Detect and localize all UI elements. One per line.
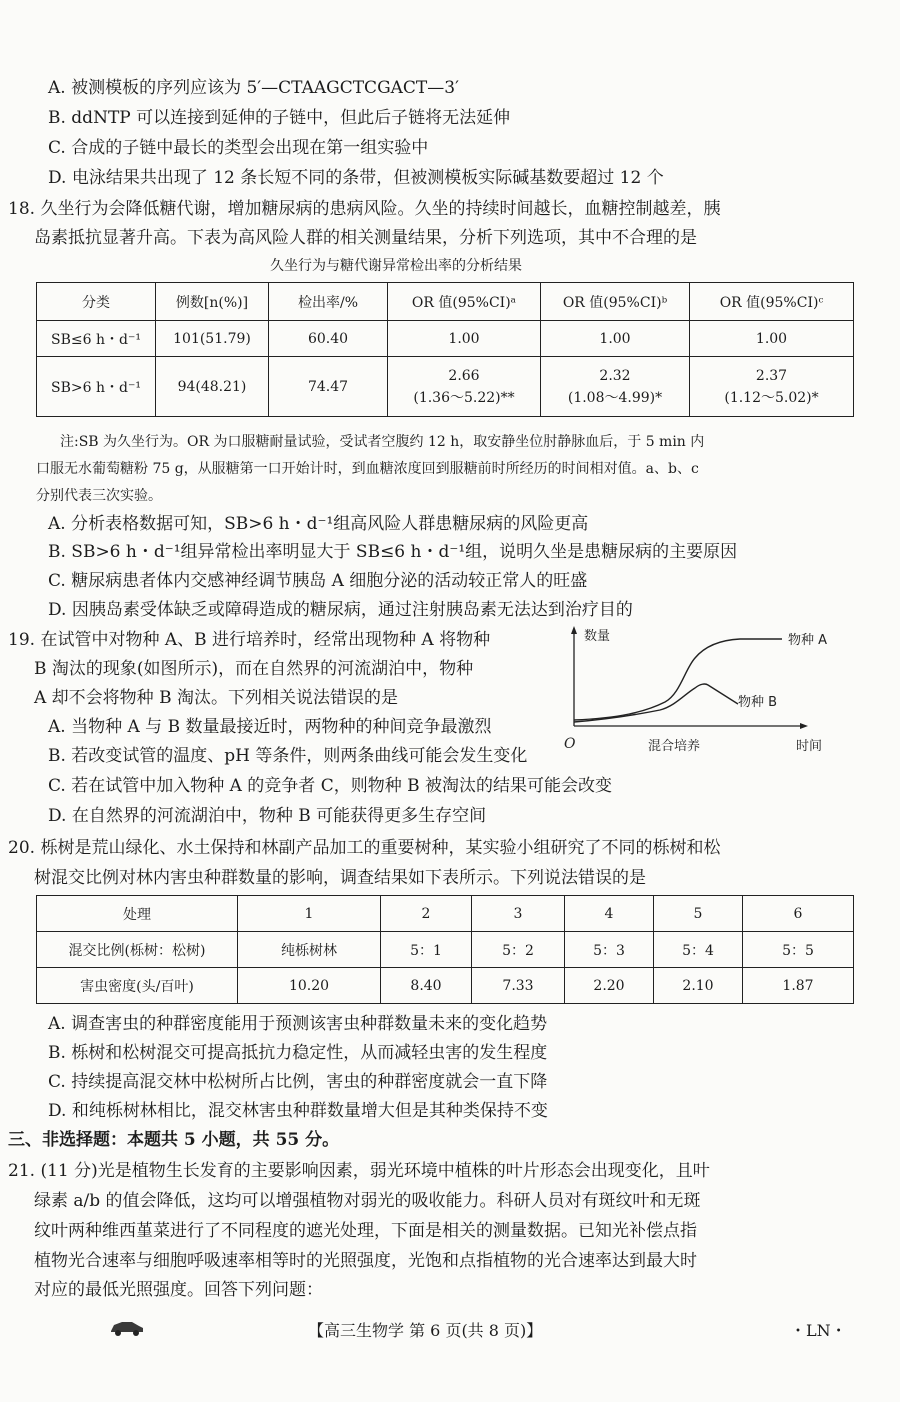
q18-option-a: A. 分析表格数据可知，SB>6 h・d⁻¹组高风险人群患糖尿病的风险更高 — [48, 514, 589, 534]
species-b-label: 物种 B — [738, 695, 778, 710]
table-cell: 1.00 — [541, 321, 690, 357]
table-cell: 94(48.21) — [156, 357, 269, 417]
table-cell: 7.33 — [472, 968, 565, 1004]
q20-table-header-row — [37, 896, 854, 932]
table-cell: 10.20 — [238, 968, 381, 1004]
q21-line-5: 对应的最低光照强度。回答下列问题： — [34, 1280, 323, 1300]
q18-note-line-1: 注:SB 为久坐行为。OR 为口服糖耐量试验，受试者空腹约 12 h，取安静坐位肘静脉血后，于 5 min 内 — [60, 434, 705, 450]
table-header-cell: 5 — [654, 896, 743, 932]
table-header-cell: 3 — [472, 896, 565, 932]
q17-option-b: B. ddNTP 可以连接到延伸的子链中，但此后子链将无法延伸 — [48, 108, 511, 128]
table-cell — [690, 357, 854, 417]
q19-stem-line-2: B 淘汰的现象(如图所示)，而在自然界的河流湖泊中，物种 — [34, 659, 474, 679]
q17-option-d: D. 电泳结果共出现了 12 条长短不同的条带，但被测模板实际碱基数要超过 12 个 — [48, 168, 664, 188]
table-header-cell: OR 值(95%CI)ᵃ — [388, 283, 541, 321]
x-axis-label: 时间 — [796, 739, 823, 754]
table-cell: 纯栎树林 — [238, 932, 381, 968]
q19-stem-line-1: 19. 在试管中对物种 A、B 进行培养时，经常出现物种 A 将物种 — [8, 630, 491, 650]
table-cell: SB≤6 h・d⁻¹ — [37, 321, 156, 357]
table-row — [37, 968, 854, 1004]
table-header-cell: OR 值(95%CI)ᶜ — [690, 283, 854, 321]
y-axis-arrow — [571, 626, 577, 634]
q20-table — [36, 895, 854, 1004]
y-axis-label: 数量 — [584, 629, 611, 644]
or-ci: (1.12～5.02)* — [724, 389, 819, 406]
or-value: 2.37 — [755, 367, 788, 384]
table-cell: 1.00 — [690, 321, 854, 357]
q21-line-2: 绿素 a/b 的值会降低，这均可以增强植物对弱光的吸收能力。科研人员对有斑纹叶和无斑 — [34, 1191, 701, 1211]
q18-note-line-3: 分别代表三次实验。 — [36, 488, 162, 504]
table-header-cell: 2 — [381, 896, 472, 932]
table-cell: 74.47 — [269, 357, 388, 417]
table-cell: 5：1 — [381, 932, 472, 968]
q18-option-d: D. 因胰岛素受体缺乏或障碍造成的糖尿病，通过注射胰岛素无法达到治疗目的 — [48, 600, 633, 620]
table-row — [37, 321, 854, 357]
table-header-cell: 例数[n(%)] — [156, 283, 269, 321]
q20-option-b: B. 栎树和松树混交可提高抵抗力稳定性，从而减轻虫害的发生程度 — [48, 1043, 548, 1063]
table-header-cell: 4 — [565, 896, 654, 932]
q19-option-d: D. 在自然界的河流湖泊中，物种 B 可能获得更多生存空间 — [48, 806, 487, 826]
q19-option-c: C. 若在试管中加入物种 A 的竞争者 C，则物种 B 被淘汰的结果可能会改变 — [48, 776, 613, 796]
species-b-curve — [574, 684, 738, 722]
q20-option-a: A. 调查害虫的种群密度能用于预测该害虫种群数量未来的变化趋势 — [48, 1014, 548, 1034]
table-cell: 1.00 — [388, 321, 541, 357]
table-cell: 8.40 — [381, 968, 472, 1004]
q19-population-graph — [560, 624, 860, 759]
table-cell: 害虫密度(头/百叶) — [37, 968, 238, 1004]
or-ci: (1.36～5.22)** — [413, 389, 515, 406]
table-cell — [541, 357, 690, 417]
table-header-cell: 检出率/% — [269, 283, 388, 321]
table-row — [37, 357, 854, 417]
species-a-label: 物种 A — [788, 633, 828, 648]
q18-stem-line-1: 18. 久坐行为会降低糖代谢，增加糖尿病的患病风险。久坐的持续时间越长，血糖控制越差，胰 — [8, 199, 721, 219]
table-cell: 5：4 — [654, 932, 743, 968]
or-value: 2.66 — [448, 367, 480, 384]
q20-option-d: D. 和纯栎树林相比，混交林害虫种群数量增大但是其种类保持不变 — [48, 1101, 548, 1121]
q17-option-c: C. 合成的子链中最长的类型会出现在第一组实验中 — [48, 138, 429, 158]
table-cell: 2.10 — [654, 968, 743, 1004]
table-cell — [388, 357, 541, 417]
table-cell: 2.20 — [565, 968, 654, 1004]
q18-table-header-row — [37, 283, 854, 321]
origin-label: O — [564, 736, 576, 752]
table-cell: 1.87 — [743, 968, 854, 1004]
q17-option-a: A. 被测模板的序列应该为 5′—CTAAGCTCGACT—3′ — [48, 78, 459, 98]
table-header-cell: OR 值(95%CI)ᵇ — [541, 283, 690, 321]
table-header-cell: 1 — [238, 896, 381, 932]
q19-option-a: A. 当物种 A 与 B 数量最接近时，两物种的种间竞争最激烈 — [48, 717, 492, 737]
q18-note-line-2: 口服无水葡萄糖粉 75 g，从服糖第一口开始计时，到血糖浓度回到服糖前时所经历的时间相对值。a、b、c — [36, 461, 699, 477]
q20-option-c: C. 持续提高混交林中松树所占比例，害虫的种群密度就会一直下降 — [48, 1072, 548, 1092]
or-ci: (1.08～4.99)* — [567, 389, 663, 406]
q19-option-b: B. 若改变试管的温度、pH 等条件，则两条曲线可能会发生变化 — [48, 746, 528, 766]
page-footer: 【高三生物学 第 6 页(共 8 页)】 — [308, 1321, 543, 1340]
q18-option-c: C. 糖尿病患者体内交感神经调节胰岛 A 细胞分泌的活动较正常人的旺盛 — [48, 571, 588, 591]
or-value: 2.32 — [599, 367, 631, 384]
q19-stem-line-3: A 却不会将物种 B 淘汰。下列相关说法错误的是 — [34, 688, 398, 708]
table-cell: 5：2 — [472, 932, 565, 968]
x-axis-arrow — [800, 723, 808, 729]
car-logo-icon — [108, 1318, 146, 1338]
q18-table-title: 久坐行为与糖代谢异常检出率的分析结果 — [270, 258, 522, 274]
table-cell: 5：3 — [565, 932, 654, 968]
q21-line-1: 21. (11 分)光是植物生长发育的主要影响因素，弱光环境中植株的叶片形态会出现变化，且叶 — [8, 1161, 710, 1181]
table-cell: 混交比例(栎树：松树) — [37, 932, 238, 968]
table-row — [37, 932, 854, 968]
q18-table — [36, 282, 854, 417]
table-cell: SB>6 h・d⁻¹ — [37, 357, 156, 417]
mixed-culture-label: 混合培养 — [648, 739, 701, 754]
table-cell: 101(51.79) — [156, 321, 269, 357]
q21-line-3: 纹叶两种维西堇菜进行了不同程度的遮光处理，下面是相关的测量数据。已知光补偿点指 — [34, 1221, 697, 1241]
q18-option-b: B. SB>6 h・d⁻¹组异常检出率明显大于 SB≤6 h・d⁻¹组，说明久坐是患糖尿病的主要原因 — [48, 542, 738, 562]
footer-code: ・LN・ — [790, 1321, 847, 1340]
table-cell: 5：5 — [743, 932, 854, 968]
q18-stem-line-2: 岛素抵抗显著升高。下表为高风险人群的相关测量结果，分析下列选项，其中不合理的是 — [34, 228, 697, 248]
section-heading: 三、非选择题：本题共 5 小题，共 55 分。 — [8, 1130, 340, 1150]
table-header-cell: 6 — [743, 896, 854, 932]
table-cell: 60.40 — [269, 321, 388, 357]
q20-stem-line-1: 20. 栎树是荒山绿化、水土保持和林副产品加工的重要树种，某实验小组研究了不同的栎树和松 — [8, 838, 721, 858]
q20-stem-line-2: 树混交比例对林内害虫种群数量的影响，调查结果如下表所示。下列说法错误的是 — [34, 868, 646, 888]
table-header-cell: 处理 — [37, 896, 238, 932]
q21-line-4: 植物光合速率与细胞呼吸速率相等时的光照强度，光饱和点指植物的光合速率达到最大时 — [34, 1251, 697, 1271]
table-header-cell: 分类 — [37, 283, 156, 321]
